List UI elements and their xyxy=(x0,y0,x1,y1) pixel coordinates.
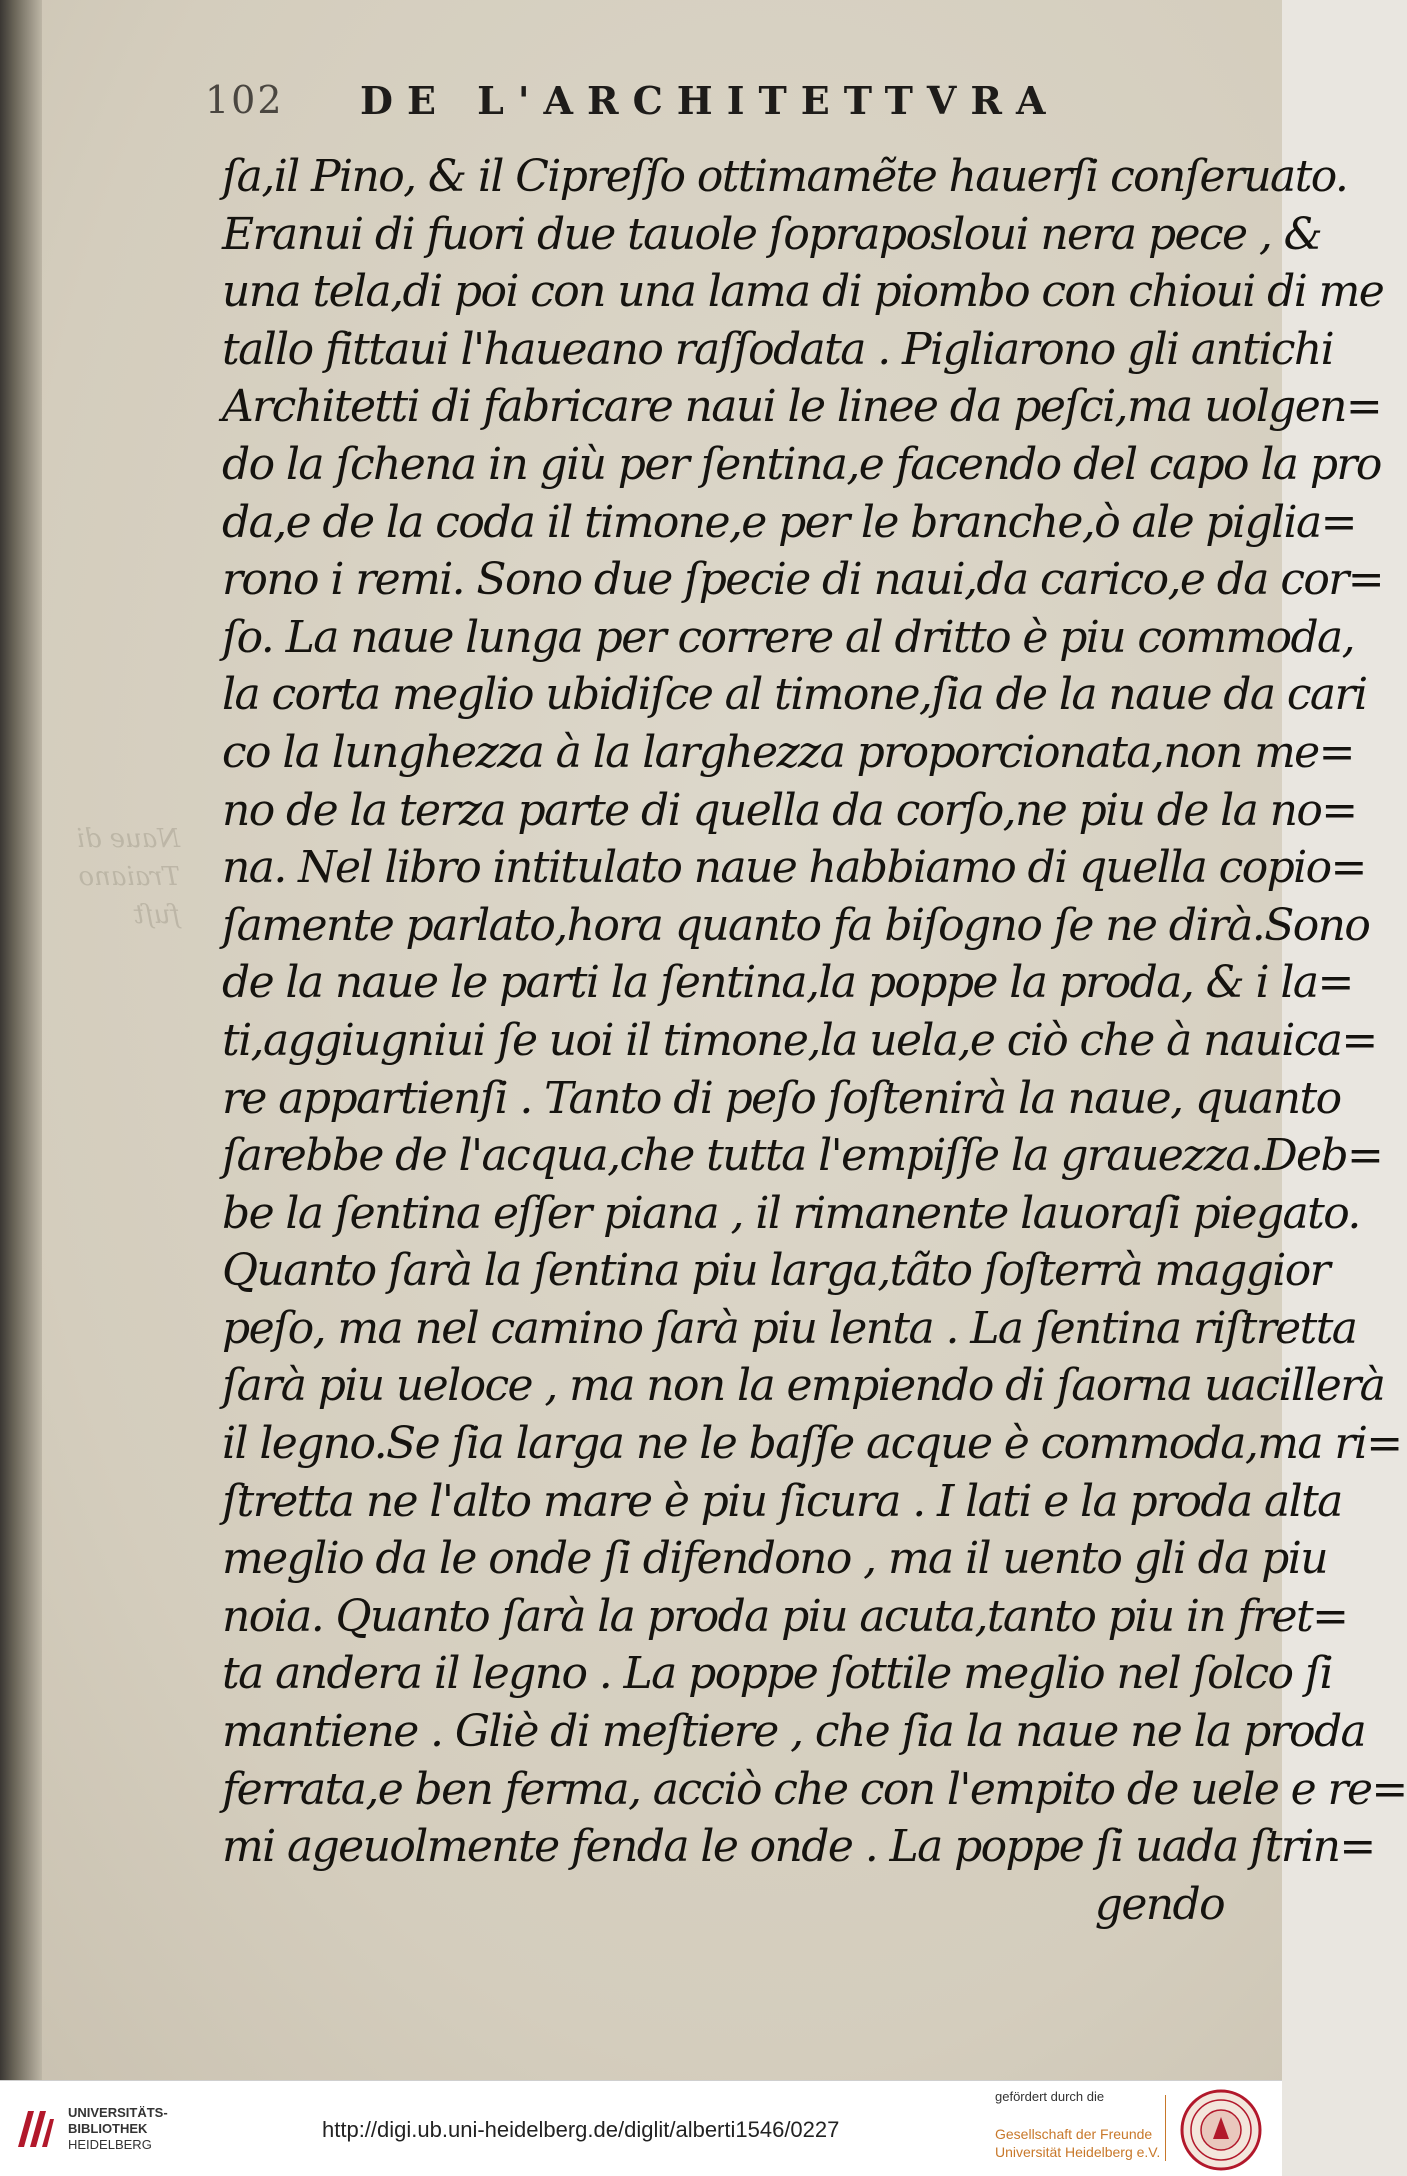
text-line: mi ageuolmente fenda le onde . La poppe ſi uada ſtrin= xyxy=(222,1821,1375,1873)
permalink-url[interactable]: http://digi.ub.uni-heidelberg.de/diglit/alberti1546/0227 xyxy=(322,2117,840,2142)
sponsor-line: Universität Heidelberg e.V. xyxy=(995,2144,1161,2160)
university-library-logo-icon xyxy=(14,2103,56,2153)
text-line: na. Nel libro intitulato naue habbiamo di quella copio= xyxy=(222,842,1366,894)
text-line: peſo, ma nel camino ſarà piu lenta . La ſentina riſtretta xyxy=(222,1302,1357,1354)
text-line: no de la terza parte di quella da corſo,ne piu de la no= xyxy=(222,784,1357,836)
text-line: ſarebbe de l'acqua,che tutta l'empiſſe la grauezza.Deb= xyxy=(222,1130,1383,1182)
text-line: ſtretta ne l'alto mare è piu ſicura . I lati e la proda alta xyxy=(222,1475,1342,1527)
text-line: ſa,il Pino, & il Cipreſſo ottimamẽte hauerſi conſeruato. xyxy=(222,151,1348,202)
catchword: gendo xyxy=(1094,1878,1224,1930)
library-name-line: UNIVERSITÄTS- xyxy=(68,2105,168,2120)
text-line: Architetti di fabricare naui le linee da peſci,ma uolgen= xyxy=(222,381,1382,433)
text-line: mantiene . Gliè di meſtiere , che ſia la naue ne la proda xyxy=(222,1706,1366,1758)
bleed-line: fuſt xyxy=(133,900,180,930)
text-line: re appartienſi . Tanto di peſo ſoſtenirà la naue, quanto xyxy=(222,1072,1341,1124)
page-number: 102 xyxy=(205,78,284,122)
footer-divider xyxy=(1165,2095,1166,2161)
library-name xyxy=(68,2105,168,2153)
text-line: tallo fittaui l'haueano raſſodata . Pigliarono gli antichi xyxy=(222,323,1334,375)
library-city: HEIDELBERG xyxy=(68,2137,152,2152)
university-seal-icon xyxy=(1180,2089,1262,2171)
bleed-line: Traiano xyxy=(78,862,180,892)
text-line: rono i remi. Sono due ſpecie di naui,da carico,e da cor= xyxy=(222,554,1383,606)
text-line: noia. Quanto ſarà la proda piu acuta,tanto piu in fret= xyxy=(222,1590,1348,1642)
text-line: be la ſentina eſſer piana , il rimanente lauoraſi piegato. xyxy=(222,1187,1360,1239)
page-gutter-shadow xyxy=(0,0,42,2080)
sponsor-line: Gesellschaft der Freunde xyxy=(995,2126,1153,2142)
text-line: co la lunghezza à la larghezza proporcionata,non me= xyxy=(222,726,1354,778)
text-line: Eranui di fuori due tauole ſopraposloui nera pece , & xyxy=(222,208,1322,260)
text-line: meglio da le onde ſi difendono , ma il uento gli da piu xyxy=(222,1533,1327,1585)
text-line: do la ſchena in giù per ſentina,e facendo del capo la pro xyxy=(222,438,1381,490)
text-line: ta andera il legno . La poppe ſottile meglio nel ſolco ſi xyxy=(222,1648,1332,1700)
sponsor-name xyxy=(995,2125,1160,2161)
text-line: ſo. La naue lunga per correre al dritto è piu commoda, xyxy=(222,611,1355,663)
text-line: ſamente parlato,hora quanto fa biſogno ſe ne dirà.Sono xyxy=(222,899,1370,951)
text-line: da,e de la coda il timone,e per le branche,ò ale piglia= xyxy=(222,496,1356,548)
text-line: ferrata,e ben ferma, acciò che con l'empito de uele e re= xyxy=(222,1763,1407,1815)
text-line: il legno.Se ſia larga ne le baſſe acque è commoda,ma ri= xyxy=(222,1418,1402,1470)
text-line: de la naue le parti la ſentina,la poppe la proda, & i la= xyxy=(222,957,1353,1009)
body-text xyxy=(222,148,1407,1933)
text-line: una tela,di poi con una lama di piombo con chioui di me xyxy=(222,266,1384,318)
sponsor-label: gefördert durch die xyxy=(995,2089,1105,2104)
library-name-line: BIBLIOTHEK xyxy=(68,2121,148,2136)
bleed-through-text xyxy=(40,820,180,980)
text-line: la corta meglio ubidiſce al timone,ſia de la naue da cari xyxy=(222,669,1367,721)
digitization-footer xyxy=(0,2080,1282,2176)
text-line: Quanto ſarà la ſentina piu larga,tãto ſoſterrà maggior xyxy=(222,1245,1330,1297)
text-line: ſarà piu ueloce , ma non la empiendo di ſaorna uacillerà xyxy=(222,1360,1385,1412)
bleed-line: Naue di xyxy=(76,824,180,854)
text-line: ti,aggiugniui ſe uoi il timone,la uela,e ciò che à nauica= xyxy=(222,1014,1377,1066)
running-head: DE L'ARCHITETTVRA xyxy=(360,78,1060,123)
